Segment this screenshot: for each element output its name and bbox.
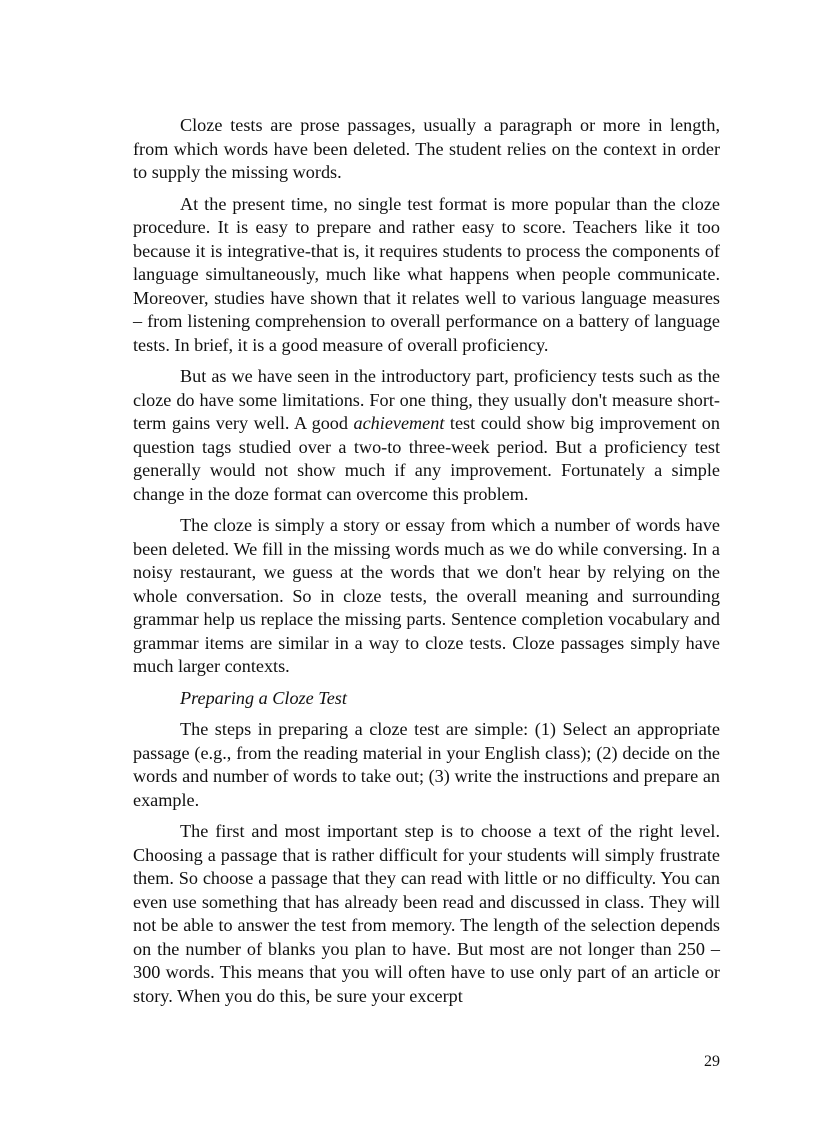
paragraph-text: test could show big improvement on question tags studied over a two-to three-week period. But a proficiency test generally would not show much if any improvement. Fortunately a simple change in the doze format can overcome this problem.	[133, 413, 720, 504]
paragraph-preparation-steps: The steps in preparing a cloze test are simple: (1) Select an appropriate passage (e.g., from the reading material in your English class); (2) decide on the words and number of words to take out; (3) write the instructions and prepare an example.	[133, 719, 720, 810]
section-heading: Preparing a Cloze Test	[180, 687, 347, 708]
emphasis-achievement: achievement	[353, 413, 445, 433]
page-body	[133, 114, 720, 1016]
paragraph-cloze-explanation: The cloze is simply a story or essay from which a number of words have been deleted. We fill in the missing words much as we do while conversing. In a noisy restaurant, we guess at the words that we don't hear by relying on the whole conversation. So in cloze tests, the overall meaning and surrounding grammar help us replace the missing parts. Sentence completion vocabulary and grammar items are similar in a way to cloze tests. Cloze passages simply have much larger contexts.	[133, 515, 720, 676]
paragraph-cloze-popularity: At the present time, no single test format is more popular than the cloze procedure. It is easy to prepare and rather easy to score. Teachers like it too because it is integrative-that is, it requires students to process the components of language simultaneously, much like what happens when people communicate. Moreover, studies have shown that it relates well to various language measures – from listening comprehension to overall performance on a battery of language tests. In brief, it is a good measure of overall proficiency.	[133, 193, 720, 355]
page-number: 29	[704, 1053, 720, 1070]
paragraph-cloze-definition: Cloze tests are prose passages, usually a paragraph or more in length, from which words have been deleted. The student relies on the context in order to supply the missing words.	[133, 115, 720, 182]
paragraph-cloze-limitations	[133, 365, 720, 506]
paragraph-choosing-text: The first and most important step is to choose a text of the right level. Choosing a passage that is rather difficult for your students will simply frustrate them. So choose a passage that they can read with little or no difficulty. You can even use something that has already been read and discussed in class. They will not be able to answer the test from memory. The length of the selection depends on the number of blanks you plan to have. But most are not longer than 250 – 300 words. This means that you will often have to use only part of an article or story. When you do this, be sure your excerpt	[133, 821, 720, 1006]
paragraph-text: But as we have seen in the introductory part, proficiency tests such as the cloze do have some limitations. For one thing, they usually don't measure short-term gains very well. A good	[133, 366, 720, 433]
